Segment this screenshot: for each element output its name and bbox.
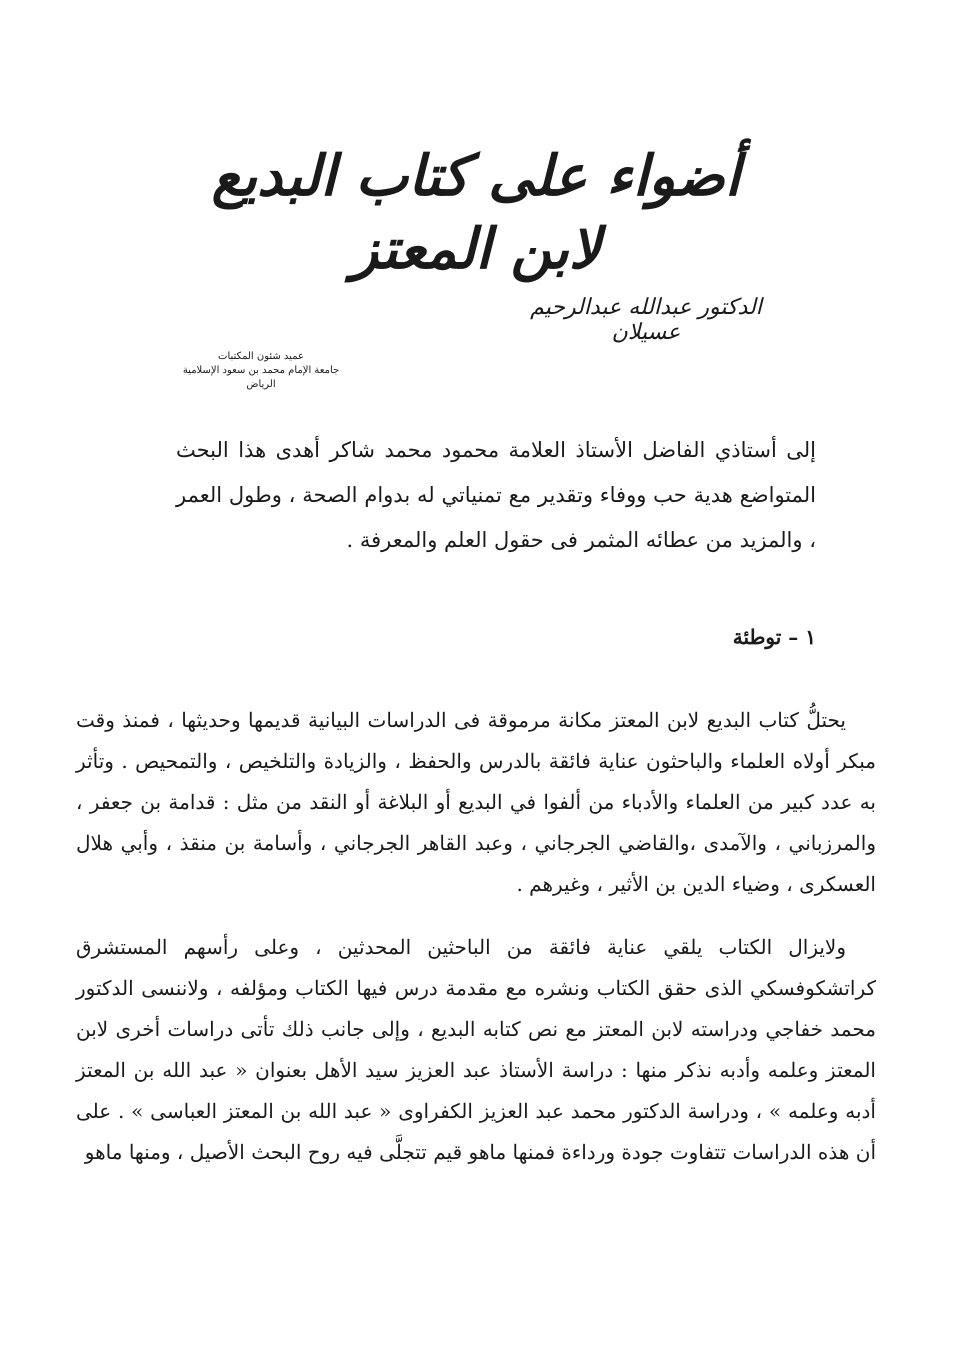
body-paragraph-1: يحتلُّ كتاب البديع لابن المعتز مكانة مرموقة فى الدراسات البيانية قديمها وحديثها ، فمنذ وقت مبكر أولاه العلماء والباحثون عناية فائقة بالدرس والحفظ ، والزيادة والتلخيص ، والتمحيص . وتأثر به عدد كبير من العلماء والأدباء من ألفوا في البديع أو البلاغة أو النقد من مثل : قدامة بن جعفر ، والمرزباني ، والآمدى ،والقاضي الجرجاني ، وعبد القاهر الجرجاني ، وأسامة بن منقذ ، وأبي هلال العسكرى ، وضياء الدين بن الأثير ، وغيرهم . <box>76 708 876 896</box>
article-title: أضواء على كتاب البديع لابن المعتز <box>211 143 741 282</box>
author-name: الدكتور عبدالله عبدالرحيم عسيلان <box>530 295 762 345</box>
affiliation-line-2: جامعة الإمام محمد بن سعود الإسلامية <box>182 365 340 376</box>
author-affiliation <box>146 350 376 392</box>
affiliation-line-3: الرياض <box>246 379 276 390</box>
body-paragraph-2: ولايزال الكتاب يلقي عناية فائقة من الباحثين المحدثين ، وعلى رأسهم المستشرق كراتشكوفسكي الذى حقق الكتاب ونشره مع مقدمة درس فيها الكتاب ومؤلفه ، ولاننسى الدكتور محمد خفاجي ودراسته لابن المعتز مع نص كتابه البديع ، وإلى جانب ذلك تأتى دراسات أخرى لابن المعتز وعلمه وأدبه نذكر منها : دراسة الأستاذ عبد العزيز سيد الأهل بعنوان « عبد الله بن المعتز أدبه وعلمه » ، ودراسة الدكتور محمد عبد العزيز الكفراوى « عبد الله بن المعتز العباسى » . على أن هذه الدراسات تتفاوت جودة ورداءة فمنها ماهو قيم تتجلَّى فيه روح البحث الأصيل ، ومنها ماهو <box>76 935 876 1164</box>
section-heading: ١ – توطئة <box>732 625 816 649</box>
body-text <box>76 700 876 1195</box>
dedication-text: إلى أستاذي الفاضل الأستاذ العلامة محمود محمد شاكر أهدى هذا البحث المتواضع هدية حب ووفاء وتقدير مع تمنياتي له بدوام الصحة ، وطول العمر ، والمزيد من عطائه المثمر فى حقول العلم والمعرفة . <box>176 438 816 552</box>
affiliation-line-1: عميد شئون المكتبات <box>218 351 304 362</box>
